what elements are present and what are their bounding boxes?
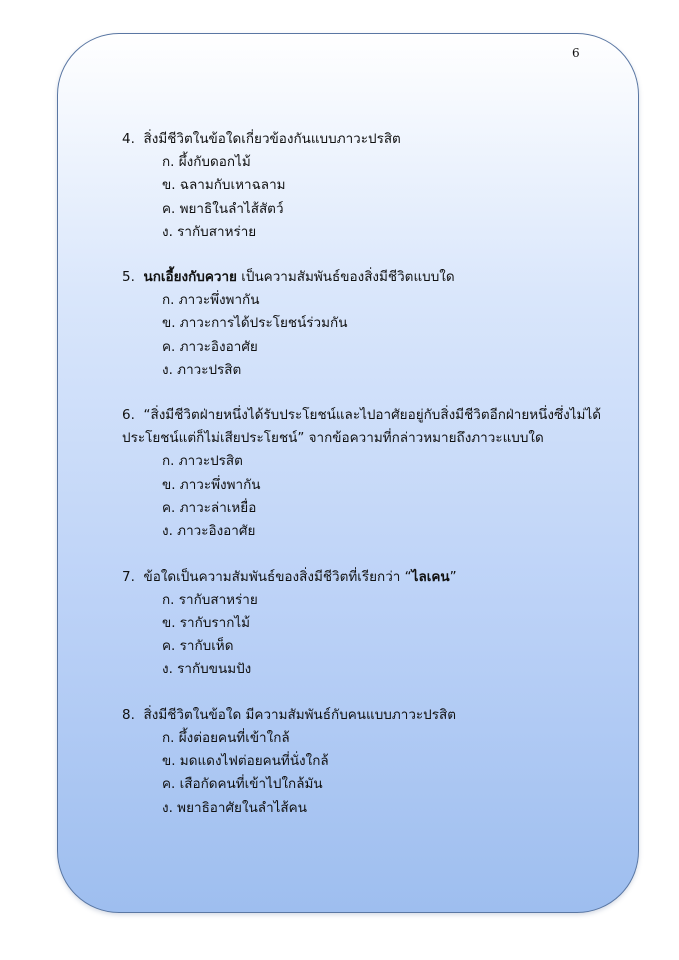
question-text xyxy=(122,266,592,289)
question-number: 4. xyxy=(122,131,135,147)
choice-d[interactable]: ง. ภาวะอิงอาศัย xyxy=(162,523,256,540)
choice-a[interactable]: ก. ภาวะพึ่งพากัน xyxy=(162,292,260,309)
choice-a[interactable]: ก. ผึ้งต่อยคนที่เข้าใกล้ xyxy=(162,729,290,746)
question-body: ข้อใดเป็นความสัมพันธ์ของสิ่งมีชีวิตที่เรียกว่า “ xyxy=(143,568,412,585)
question-6 xyxy=(122,404,601,543)
choice-d[interactable]: ง. พยาธิอาศัยในลำไส้คน xyxy=(162,799,307,816)
choice-c[interactable]: ค. พยาธิในลำไส้สัตว์ xyxy=(162,200,284,217)
question-5 xyxy=(122,266,592,382)
question-8 xyxy=(122,704,592,820)
question-number: 6. xyxy=(122,407,135,424)
question-keyword: ไลเคน xyxy=(411,568,450,585)
question-body-line2: ประโยชน์แต่ก็ไม่เสียประโยชน์” จากข้อความที่กล่าวหมายถึงภาวะแบบใด xyxy=(122,430,544,447)
question-number: 5. xyxy=(122,269,135,286)
question-body-line1: “สิ่งมีชีวิตฝ่ายหนึ่งได้รับประโยชน์และไปอาศัยอยู่กับสิ่งมีชีวิตอีกฝ่ายหนึ่งซึ่งไม่ได้ xyxy=(143,407,601,424)
question-close-quote: ” xyxy=(449,568,457,585)
choice-b[interactable]: ข. ภาวะการได้ประโยชน์ร่วมกัน xyxy=(162,315,348,332)
question-keyword: นกเอี้ยงกับควาย xyxy=(143,269,237,286)
choice-b[interactable]: ข. มดแดงไฟต่อยคนที่นั่งใกล้ xyxy=(162,753,329,770)
choice-c[interactable]: ค. ภาวะล่าเหยื่อ xyxy=(162,499,257,516)
question-number: 8. xyxy=(122,706,135,723)
question-4 xyxy=(122,128,592,244)
question-text xyxy=(122,128,592,151)
choice-c[interactable]: ค. รากับเห็ด xyxy=(162,638,234,655)
choice-a[interactable]: ก. ผึ้งกับดอกไม้ xyxy=(162,154,251,170)
question-body: เป็นความสัมพันธ์ของสิ่งมีชีวิตแบบใด xyxy=(236,269,455,286)
choice-a[interactable]: ก. ภาวะปรสิต xyxy=(162,453,243,470)
question-text xyxy=(122,566,592,589)
question-body: สิ่งมีชีวิตในข้อใด มีความสัมพันธ์กับคนแบบภาวะปรสิต xyxy=(143,706,457,723)
choice-c[interactable]: ค. เสือกัดคนที่เข้าไปใกล้มัน xyxy=(162,776,323,793)
page-number: 6 xyxy=(572,46,580,60)
question-text xyxy=(122,704,592,727)
quiz-content xyxy=(122,128,601,842)
question-text xyxy=(122,404,601,427)
choice-a[interactable]: ก. รากับสาหร่าย xyxy=(162,591,258,608)
choice-b[interactable]: ข. รากับรากไม้ xyxy=(162,614,251,631)
choice-d[interactable]: ง. รากับสาหร่าย xyxy=(162,223,257,240)
question-7 xyxy=(122,566,592,682)
choice-b[interactable]: ข. ภาวะพึ่งพากัน xyxy=(162,476,261,493)
question-number: 7. xyxy=(122,568,135,585)
choice-c[interactable]: ค. ภาวะอิงอาศัย xyxy=(162,338,258,355)
question-body: สิ่งมีชีวิตในข้อใดเกี่ยวข้องกันแบบภาวะปรสิต xyxy=(143,131,401,147)
choice-d[interactable]: ง. ภาวะปรสิต xyxy=(162,362,242,379)
choice-d[interactable]: ง. รากับขนมปัง xyxy=(162,661,252,678)
choice-b[interactable]: ข. ฉลามกับเหาฉลาม xyxy=(162,177,286,194)
